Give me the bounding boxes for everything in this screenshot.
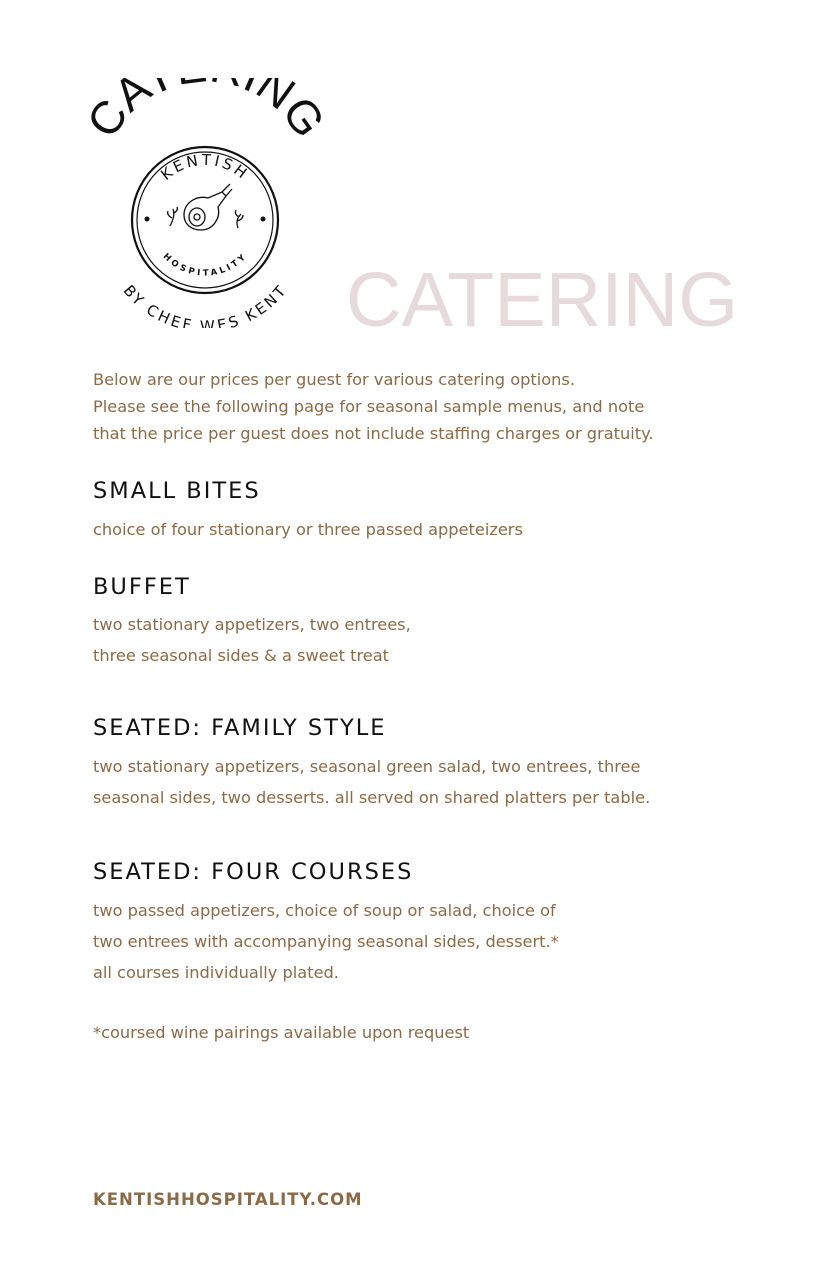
intro-line: Below are our prices per guest for various catering options. bbox=[93, 370, 575, 389]
logo-ring-top: KENTISH bbox=[157, 150, 253, 184]
logo-seal-icon bbox=[80, 78, 330, 328]
logo-arc-top: CA NG bbox=[80, 78, 330, 147]
section-heading-family-style: SEATED: FAMILY STYLE bbox=[93, 715, 387, 741]
section-line: two passed appetizers, choice of soup or salad, choice of bbox=[93, 901, 556, 920]
wine-pairing-footnote: *coursed wine pairings available upon request bbox=[93, 1023, 470, 1042]
catering-logo bbox=[80, 78, 330, 328]
ham-leg-icon bbox=[168, 184, 243, 230]
section-line: choice of four stationary or three passed appeteizers bbox=[93, 520, 523, 539]
intro-line: that the price per guest does not include staffing charges or gratuity. bbox=[93, 424, 654, 443]
section-heading-small-bites: SMALL BITES bbox=[93, 478, 261, 504]
section-heading-four-courses: SEATED: FOUR COURSES bbox=[93, 859, 414, 885]
intro-paragraph bbox=[93, 366, 773, 447]
section-line: two stationary appetizers, seasonal green salad, two entrees, three bbox=[93, 757, 641, 776]
section-text-buffet bbox=[93, 609, 793, 671]
section-heading-buffet: BUFFET bbox=[93, 574, 191, 600]
section-line: two entrees with accompanying seasonal sides, dessert.* bbox=[93, 932, 559, 951]
logo-ring-bottom: HOSPITALITY bbox=[160, 251, 250, 279]
section-line: seasonal sides, two desserts. all served on shared platters per table. bbox=[93, 788, 651, 807]
section-text-family-style bbox=[93, 751, 793, 813]
page-title: CATERING bbox=[346, 257, 739, 343]
logo-arc-bottom: BY CHEF WES KENT bbox=[119, 281, 291, 328]
section-line: all courses individually plated. bbox=[93, 963, 339, 982]
section-line: three seasonal sides & a sweet treat bbox=[93, 646, 389, 665]
section-text-four-courses bbox=[93, 895, 793, 988]
intro-line: Please see the following page for seasonal sample menus, and note bbox=[93, 397, 645, 416]
website-link[interactable]: KENTISHHOSPITALITY.COM bbox=[93, 1190, 363, 1209]
section-line: two stationary appetizers, two entrees, bbox=[93, 615, 411, 634]
section-text-small-bites bbox=[93, 514, 793, 545]
